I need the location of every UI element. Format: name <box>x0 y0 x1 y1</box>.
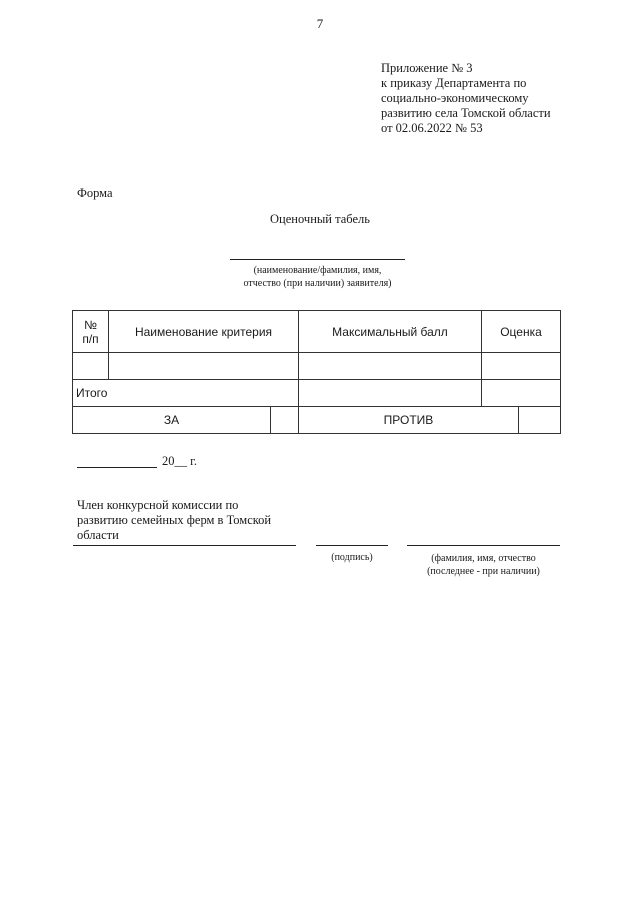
signature-caption: (подпись) <box>331 552 373 563</box>
total-score[interactable] <box>482 380 561 407</box>
header-score: Оценка <box>482 311 561 353</box>
appendix-line: к приказу Департамента по <box>381 76 527 90</box>
appendix-line: Приложение № 3 <box>381 61 473 75</box>
date-year-text: 20__ г. <box>162 454 197 468</box>
member-label-line: Член конкурсной комиссии по <box>77 498 239 512</box>
full-name-caption-line: (фамилия, имя, отчество <box>431 553 536 564</box>
against-label: ПРОТИВ <box>299 407 519 434</box>
applicant-caption-line: (наименование/фамилия, имя, <box>253 265 382 276</box>
score-table <box>72 310 561 434</box>
full-name-caption-line: (последнее - при наличии) <box>427 566 540 577</box>
full-name-caption <box>407 552 560 578</box>
form-label: Форма <box>77 186 113 200</box>
total-max-score[interactable] <box>299 380 482 407</box>
applicant-caption-line: отчество (при наличии) заявителя) <box>243 278 392 289</box>
against-count[interactable] <box>519 407 561 434</box>
full-name-line[interactable] <box>407 545 560 546</box>
appendix-header <box>381 61 551 136</box>
appendix-line: от 02.06.2022 № 53 <box>381 121 483 135</box>
signature-line[interactable] <box>316 545 388 546</box>
header-criterion: Наименование критерия <box>109 311 299 353</box>
for-count[interactable] <box>271 407 299 434</box>
member-label-line: области <box>77 528 119 542</box>
for-label: ЗА <box>73 407 271 434</box>
header-max-score: Максимальный балл <box>299 311 482 353</box>
header-number: № п/п <box>73 311 109 353</box>
cell-number[interactable] <box>73 353 109 380</box>
member-label <box>77 498 271 543</box>
page-number: 7 <box>316 16 324 31</box>
total-label: Итого <box>73 380 299 407</box>
appendix-line: развитию села Томской области <box>381 106 551 120</box>
cell-criterion[interactable] <box>109 353 299 380</box>
applicant-name-line[interactable] <box>230 259 405 260</box>
cell-max-score[interactable] <box>299 353 482 380</box>
appendix-line: социально-экономическому <box>381 91 529 105</box>
cell-score[interactable] <box>482 353 561 380</box>
date-day-month-line[interactable] <box>77 467 157 468</box>
member-underline <box>73 545 296 546</box>
document-title: Оценочный табель <box>270 212 370 226</box>
applicant-caption <box>200 264 435 290</box>
member-label-line: развитию семейных ферм в Томской <box>77 513 272 527</box>
